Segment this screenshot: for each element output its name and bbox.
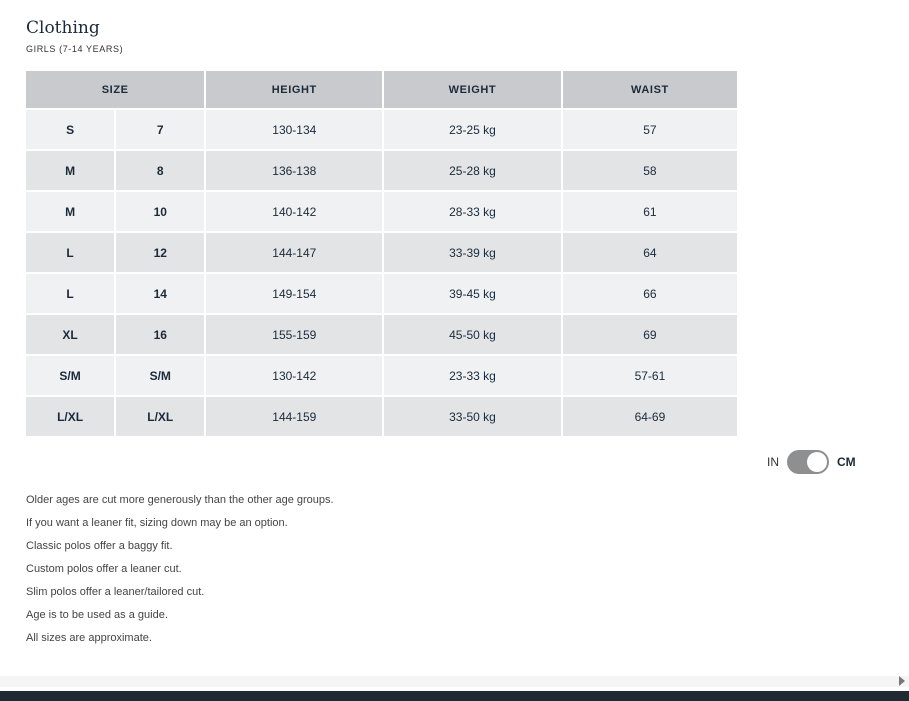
cell-size: XL bbox=[26, 315, 114, 354]
cell-height: 144-159 bbox=[206, 397, 382, 436]
cell-size: L bbox=[26, 233, 114, 272]
taskbar bbox=[0, 691, 909, 701]
size-chart-table bbox=[24, 69, 909, 438]
cell-size: L/XL bbox=[26, 397, 114, 436]
cell-size: L bbox=[26, 274, 114, 313]
table-row bbox=[26, 315, 907, 354]
cell-waist: 61 bbox=[563, 192, 738, 231]
unit-cm-label[interactable]: CM bbox=[837, 455, 856, 469]
chevron-right-icon[interactable] bbox=[899, 676, 905, 686]
note-item: Classic polos offer a baggy fit. bbox=[26, 540, 173, 552]
table-row bbox=[26, 233, 907, 272]
note-item: Age is to be used as a guide. bbox=[26, 609, 168, 621]
cell-age: 7 bbox=[116, 110, 204, 149]
cell-height: 144-147 bbox=[206, 233, 382, 272]
header-size: SIZE bbox=[26, 71, 204, 108]
cell-size: S/M bbox=[26, 356, 114, 395]
table-row bbox=[26, 356, 907, 395]
cell-waist: 66 bbox=[563, 274, 738, 313]
cell-height: 130-142 bbox=[206, 356, 382, 395]
cell-height: 130-134 bbox=[206, 110, 382, 149]
cell-waist: 64 bbox=[563, 233, 738, 272]
unit-in-label[interactable]: IN bbox=[767, 455, 779, 469]
table-row bbox=[26, 274, 907, 313]
page-title: Clothing bbox=[26, 18, 100, 38]
cell-weight: 45-50 kg bbox=[384, 315, 560, 354]
table-row bbox=[26, 151, 907, 190]
table-row bbox=[26, 110, 907, 149]
header-weight: WEIGHT bbox=[384, 71, 560, 108]
note-item: All sizes are approximate. bbox=[26, 632, 152, 644]
note-item: If you want a leaner fit, sizing down may be an option. bbox=[26, 517, 288, 529]
cell-size: M bbox=[26, 192, 114, 231]
note-item: Slim polos offer a leaner/tailored cut. bbox=[26, 586, 205, 598]
cell-age: 12 bbox=[116, 233, 204, 272]
header-height: HEIGHT bbox=[206, 71, 382, 108]
note-item: Custom polos offer a leaner cut. bbox=[26, 563, 182, 575]
cell-weight: 23-33 kg bbox=[384, 356, 560, 395]
cell-weight: 33-39 kg bbox=[384, 233, 560, 272]
cell-height: 149-154 bbox=[206, 274, 382, 313]
cell-size: S bbox=[26, 110, 114, 149]
cell-waist: 69 bbox=[563, 315, 738, 354]
cell-weight: 28-33 kg bbox=[384, 192, 560, 231]
cell-height: 155-159 bbox=[206, 315, 382, 354]
horizontal-scrollbar[interactable] bbox=[0, 676, 909, 687]
table-row bbox=[26, 192, 907, 231]
page-subtitle: GIRLS (7-14 YEARS) bbox=[26, 44, 124, 54]
cell-age: 14 bbox=[116, 274, 204, 313]
cell-height: 140-142 bbox=[206, 192, 382, 231]
cell-weight: 39-45 kg bbox=[384, 274, 560, 313]
cell-age: S/M bbox=[116, 356, 204, 395]
header-waist: WAIST bbox=[563, 71, 738, 108]
cell-age: 8 bbox=[116, 151, 204, 190]
cell-weight: 23-25 kg bbox=[384, 110, 560, 149]
cell-weight: 25-28 kg bbox=[384, 151, 560, 190]
cell-waist: 64-69 bbox=[563, 397, 738, 436]
unit-toggle bbox=[767, 450, 856, 474]
table-row bbox=[26, 397, 907, 436]
cell-age: 16 bbox=[116, 315, 204, 354]
cell-waist: 57 bbox=[563, 110, 738, 149]
cell-height: 136-138 bbox=[206, 151, 382, 190]
cell-waist: 58 bbox=[563, 151, 738, 190]
cell-weight: 33-50 kg bbox=[384, 397, 560, 436]
cell-age: 10 bbox=[116, 192, 204, 231]
size-notes bbox=[26, 494, 334, 655]
cell-waist: 57-61 bbox=[563, 356, 738, 395]
cell-age: L/XL bbox=[116, 397, 204, 436]
unit-switch[interactable] bbox=[787, 450, 829, 474]
table-header-row bbox=[26, 71, 907, 108]
cell-size: M bbox=[26, 151, 114, 190]
switch-knob[interactable] bbox=[807, 452, 827, 472]
note-item: Older ages are cut more generously than the other age groups. bbox=[26, 494, 334, 506]
